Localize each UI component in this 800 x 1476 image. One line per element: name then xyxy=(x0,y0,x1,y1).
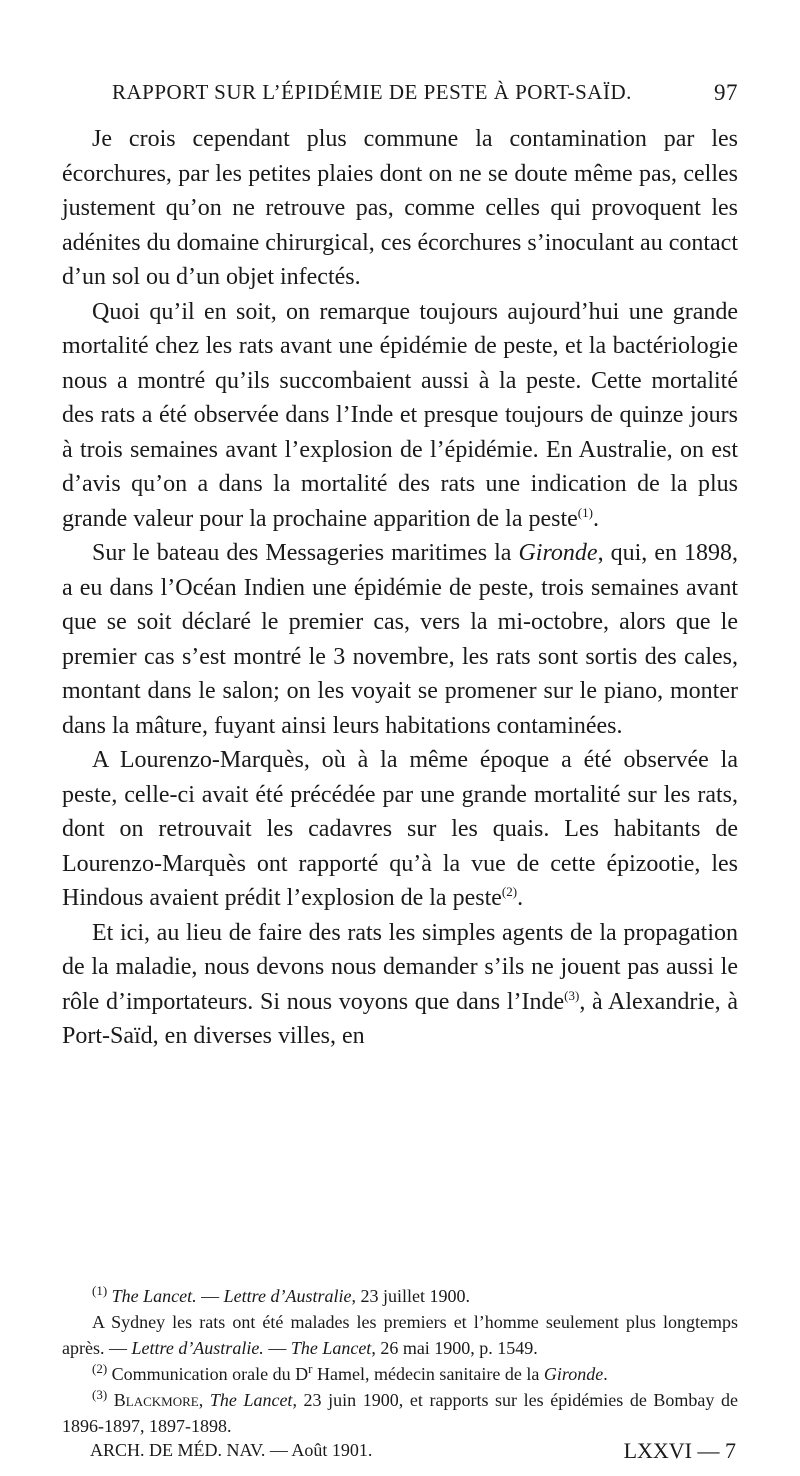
paragraph-3-text-b: , qui, en 1898, a eu dans l’Océan Indien une épidémie de peste, trois semaines avant que se soit déclaré le premier cas, vers la mi-octobre, alors que le premier cas s’est montré le 3 novembre, les rats sont sortis des cales, montant dans le salon; on les voyait se promener sur le piano, monter dans la mâture, fuyant ainsi leurs habitations contaminées. xyxy=(62,540,739,739)
paragraph-3-text-a: Sur le bateau des Messageries maritimes la xyxy=(92,540,519,566)
paragraph-5-text-a: Et ici, au lieu de faire des rats les simples agents de la propagation de la maladie, nous devons nous demander s’ils ne jouent pas aussi le rôle d’importateurs. Si nous voyons que dans l’Inde xyxy=(62,919,738,1015)
paragraph-2-text: Quoi qu’il en soit, on remarque toujours aujourd’hui une grande mortalité chez les rats avant une épidémie de peste, et la bactériologie nous a montré qu’ils succombaient aussi à la peste. Cette mortalité des rats a été observée dans l’Inde et presque toujours de quinze jours à trois semaines avant l’explosion de l’épidémie. En Australie, on est d’avis qu’on a dans la mortalité des rats une indication de la plus grande valeur pour la prochaine apparition de la peste xyxy=(62,298,738,532)
paragraph-1 xyxy=(62,122,738,295)
paragraph-3 xyxy=(62,536,738,743)
footnote-1b-source: The Lancet xyxy=(290,1338,372,1358)
footnote-1-mark: (1) xyxy=(92,1283,108,1298)
footnote-ref-3: (3) xyxy=(564,987,580,1003)
paragraph-4-end: . xyxy=(517,885,524,911)
footnote-3-end: , 23 juin 1900, et rapports sur les épidémies de Bombay de 1896-1897, 1897-1898. xyxy=(62,1390,739,1436)
footnote-3-source: The Lancet xyxy=(209,1390,293,1410)
footnote-1-date: , 23 juillet 1900. xyxy=(351,1286,470,1306)
footnotes xyxy=(62,1283,738,1439)
footnote-1 xyxy=(62,1283,738,1309)
footnote-2-superscript: r xyxy=(308,1361,313,1376)
footnote-1b xyxy=(62,1309,738,1361)
footnote-3 xyxy=(62,1387,738,1439)
running-title: RAPPORT SUR L’ÉPIDÉMIE DE PESTE À PORT-SAÏD. xyxy=(112,80,632,104)
body-text xyxy=(62,122,738,1054)
footnote-2-ship: Gironde xyxy=(543,1364,604,1384)
footnote-1-source: The Lancet. xyxy=(111,1286,197,1306)
paragraph-4-text: A Lourenzo-Marquès, où à la même époque a été observée la peste, celle-ci avait été précédée par une grande mortalité sur les rats, dont on retrouvait les cadavres sur les quais. Les habitants de Lourenzo-Marquès ont rapporté qu’à la vue de cette épizootie, les Hindous avaient prédit l’explosion de la peste xyxy=(62,747,738,911)
footnote-1-title: Lettre d’Australie xyxy=(223,1286,352,1306)
footnote-3-sep: , xyxy=(198,1390,210,1410)
footnote-ref-2: (2) xyxy=(501,884,518,899)
paragraph-5-text-b: , à Alexandrie, à Port-Saïd, en diverses villes, en xyxy=(62,988,739,1049)
footnote-3-mark: (3) xyxy=(92,1387,108,1402)
paragraph-4 xyxy=(62,743,738,916)
footnote-2 xyxy=(62,1361,738,1387)
footnote-1-sep: — xyxy=(196,1286,224,1306)
footnote-1b-text: A Sydney les rats ont été malades les premiers et l’homme seulement plus longtemps après. — xyxy=(62,1312,738,1358)
footnote-1b-sep: — xyxy=(263,1338,291,1358)
paragraph-2 xyxy=(62,295,738,537)
ship-name: Gironde xyxy=(518,540,598,566)
paragraph-2-end: . xyxy=(592,505,599,532)
footnote-2-end: . xyxy=(603,1364,608,1384)
signature-mark: LXXVI — 7 xyxy=(623,1438,736,1463)
footnote-1b-title: Lettre d’Australie. xyxy=(131,1338,264,1358)
footnote-2-mark: (2) xyxy=(92,1361,108,1376)
footnote-ref-1: (1) xyxy=(577,504,593,520)
page-number: 97 xyxy=(714,80,738,105)
journal-imprint: ARCH. DE MÉD. NAV. — Août 1901. xyxy=(90,1440,373,1460)
footnote-2-text-b: Hamel, médecin sanitaire de la xyxy=(312,1364,544,1384)
paragraph-5 xyxy=(62,916,738,1054)
footnote-3-author: Blackmore xyxy=(107,1390,199,1410)
footnote-2-text: Communication orale du D xyxy=(107,1364,309,1384)
footnote-1b-end: , 26 mai 1900, p. 1549. xyxy=(371,1338,538,1358)
paragraph-1-text: Je crois cependant plus commune la contamination par les écorchures, par les petites plaies dont on ne se doute même pas, celles justement qu’on ne retrouve pas, comme celles qui provoquent les adénites du domaine chirurgical, ces écorchures s’inoculant au contact d’un sol ou d’un objet infectés. xyxy=(62,126,738,290)
